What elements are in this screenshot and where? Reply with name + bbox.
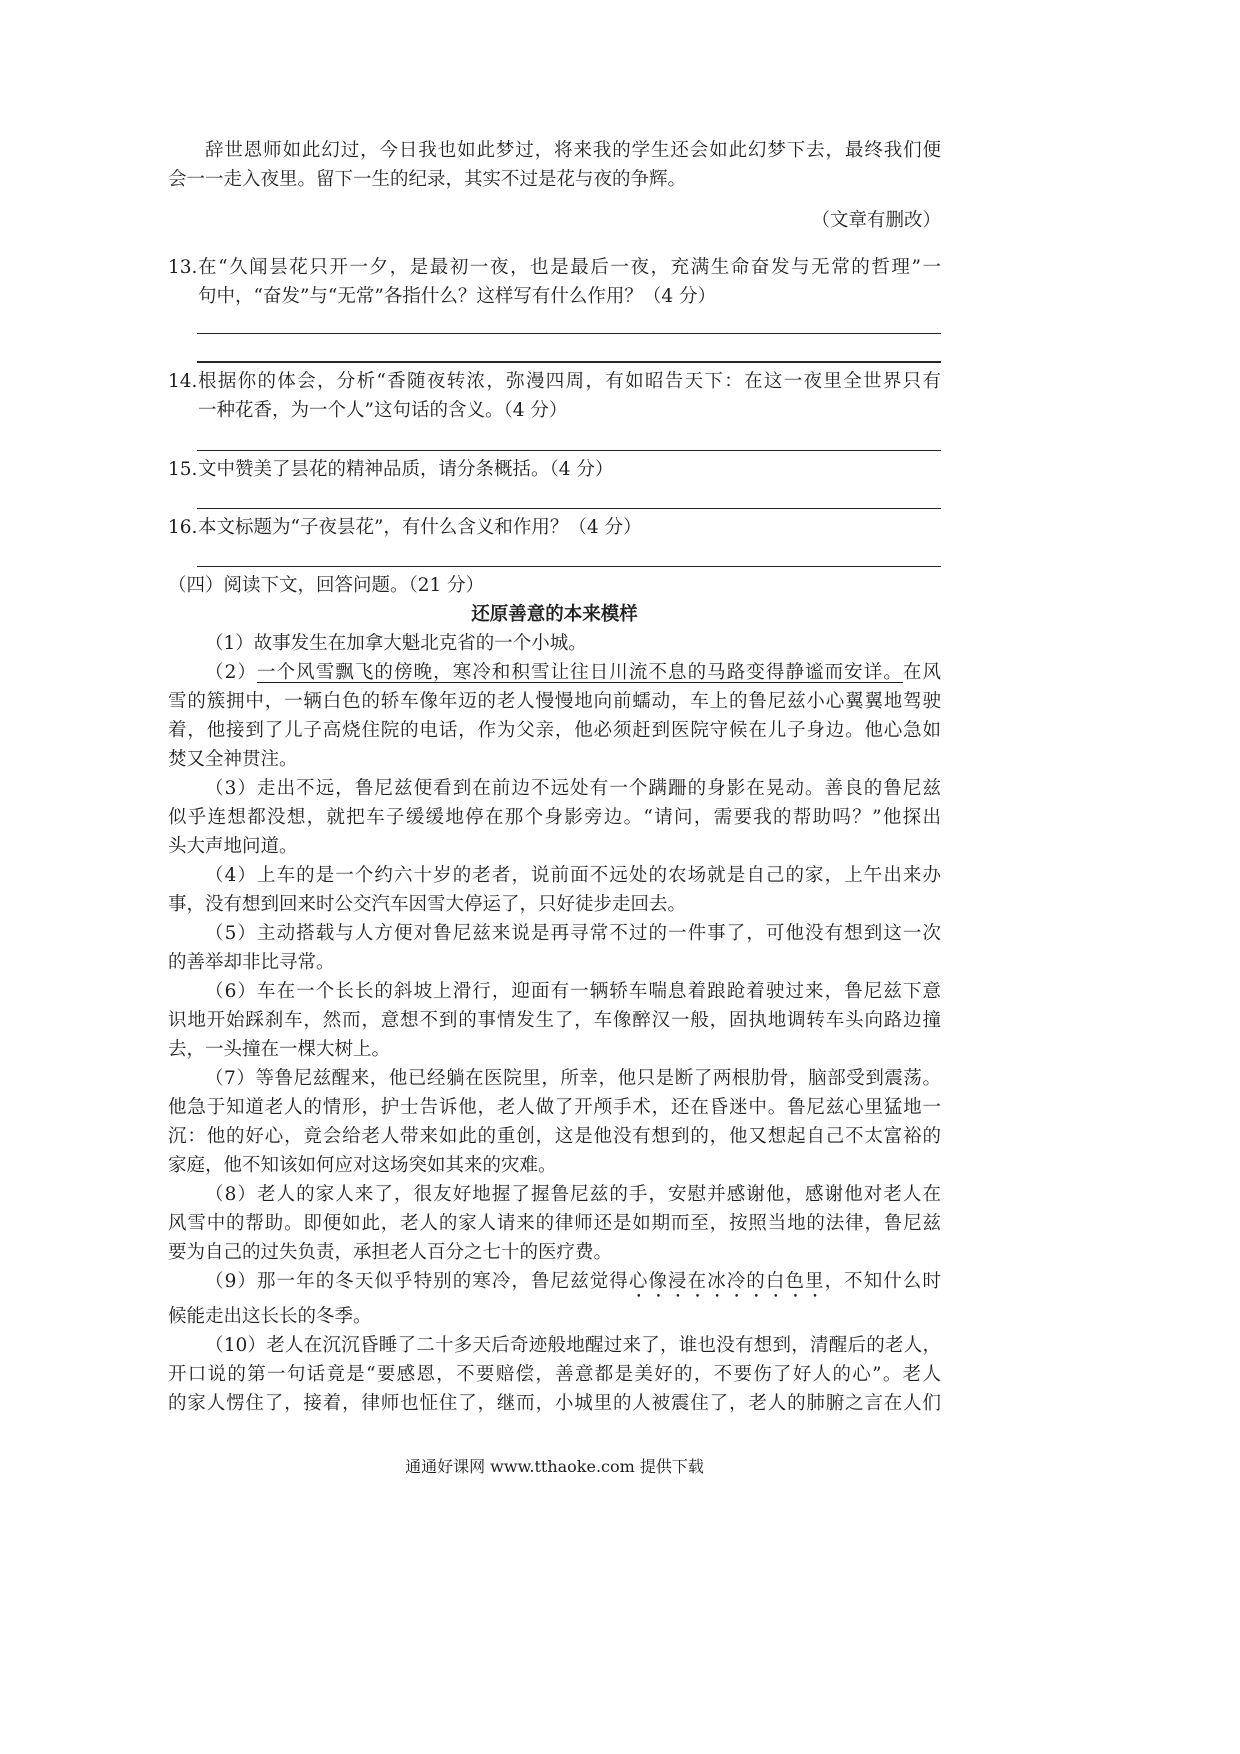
question-text-line: 根据你的体会，分析“香随夜转浓，弥漫四周，有如昭告天下：在这一夜里全世界只有 <box>198 371 941 392</box>
question-text-line: 文中赞美了昙花的精神品质，请分条概括。（4 分） <box>198 459 614 480</box>
article-paragraph-8 <box>168 1180 941 1267</box>
paragraph-line: （8）老人的家人来了，很友好地握了握鲁尼兹的手，安慰并感谢他，感谢他对老人在 <box>205 1184 941 1205</box>
line-text: ，不知什么时 <box>824 1271 941 1292</box>
article-title: 还原善意的本来模样 <box>471 604 638 625</box>
paragraph-line: 候能走出这长长的冬季。 <box>168 1306 372 1327</box>
answer-line <box>197 333 941 334</box>
question-text <box>198 455 941 484</box>
paragraph-line <box>168 658 941 687</box>
paragraph-line: 识地开始踩刹车，然而，意想不到的事情发生了，车像醉汉一般，固执地调转车头向路边撞 <box>168 1010 941 1031</box>
article-paragraph-2 <box>168 658 941 774</box>
question-text <box>198 253 941 311</box>
article-paragraph-10 <box>168 1331 941 1418</box>
article-paragraph-3 <box>168 774 941 861</box>
question-13 <box>168 253 941 311</box>
passage-line: 辞世恩师如此幻过，今日我也如此梦过，将来我的学生还会如此幻梦下去，最终我们便 <box>205 140 941 161</box>
article-paragraph-5 <box>168 919 941 977</box>
paragraph-line: 的善举却非比寻常。 <box>168 952 335 973</box>
article-body <box>168 629 941 1418</box>
paragraph-line <box>168 1267 941 1302</box>
line-text: 在风 <box>902 662 941 683</box>
passage-ending-paragraph <box>168 136 941 194</box>
question-number: 15. <box>168 459 198 480</box>
question-text-line: 本文标题为“子夜昙花”，有什么含义和作用？（4 分） <box>198 517 642 538</box>
footer-download-notice: 通通好课网 www.tthaoke.com 提供下载 <box>405 1457 704 1476</box>
paragraph-line: （5）主动搭载与人方便对鲁尼兹来说是再寻常不过的一件事了，可他没有想到这一次 <box>205 923 941 944</box>
question-text <box>198 513 941 542</box>
underlined-sentence: 一个风雪飘飞的傍晚，寒冷和积雪让往日川流不息的马路变得静谧而安详。 <box>257 662 903 683</box>
paragraph-line: （1）故事发生在加拿大魁北克省的一个小城。 <box>205 633 587 654</box>
question-15 <box>168 455 941 484</box>
passage-line: 会一一走入夜里。留下一生的纪录，其实不过是花与夜的争辉。 <box>168 169 687 190</box>
paragraph-line: 要为自己的过失负责，承担老人百分之七十的医疗费。 <box>168 1242 613 1263</box>
article-paragraph-4 <box>168 861 941 919</box>
paragraph-line: 头大声地问道。 <box>168 836 298 857</box>
article-paragraph-1 <box>168 629 941 658</box>
answer-line <box>197 450 941 451</box>
emphasized-phrase: 心像浸在冰冷的白色里 <box>628 1271 825 1292</box>
paragraph-line: （7）等鲁尼兹醒来，他已经躺在医院里，所幸，他只是断了两根肋骨，脑部受到震荡。 <box>205 1068 941 1089</box>
section-four-heading: （四）阅读下文，回答问题。（21 分） <box>168 575 485 596</box>
paragraph-line: 的家人愣住了，接着，律师也怔住了，继而，小城里的人被震住了，老人的肺腑之言在人们 <box>168 1393 941 1414</box>
source-note: （文章有删改） <box>811 210 941 231</box>
paragraph-line: 着，他接到了儿子高烧住院的电话，作为父亲，他必须赶到医院守候在儿子身边。他心急如 <box>168 720 941 741</box>
article-paragraph-7 <box>168 1064 941 1180</box>
question-16 <box>168 513 941 542</box>
question-text-line: 句中，“奋发”与“无常”各指什么？这样写有什么作用？（4 分） <box>198 286 716 307</box>
paragraph-line: 开口说的第一句话竟是“要感恩，不要赔偿，善意都是美好的，不要伤了好人的心”。老人 <box>168 1364 941 1385</box>
paragraph-line: 似乎连想都没想，就把车子缓缓地停在那个身影旁边。“请问，需要我的帮助吗？”他探出 <box>168 807 941 828</box>
answer-line <box>197 508 941 509</box>
question-14 <box>168 367 941 425</box>
question-number: 16. <box>168 517 198 538</box>
answer-line <box>197 361 941 363</box>
paragraph-line: 事，没有想到回来时公交汽车因雪大停运了，只好徒步走回去。 <box>168 894 687 915</box>
paragraph-line: 去，一头撞在一棵大树上。 <box>168 1039 391 1060</box>
paragraph-number: （2） <box>205 662 257 683</box>
question-number: 13. <box>168 257 198 278</box>
question-text-line: 一种花香，为一个人”这句话的含义。（4 分） <box>198 400 568 421</box>
question-text <box>198 367 941 425</box>
answer-line <box>197 566 941 567</box>
paragraph-line: （6）车在一个长长的斜坡上滑行，迎面有一辆轿车喘息着踉跄着驶过来，鲁尼兹下意 <box>205 981 941 1002</box>
article-paragraph-9 <box>168 1267 941 1331</box>
article-paragraph-6 <box>168 977 941 1064</box>
paragraph-line: （4）上车的是一个约六十岁的老者，说前面不远处的农场就是自己的家，上午出来办 <box>205 865 941 886</box>
paragraph-line: （3）走出不远，鲁尼兹便看到在前边不远处有一个蹒跚的身影在晃动。善良的鲁尼兹 <box>205 778 941 799</box>
paragraph-line: （10）老人在沉沉昏睡了二十多天后奇迹般地醒过来了，谁也没有想到，清醒后的老人， <box>205 1335 941 1356</box>
paragraph-line: 家庭，他不知该如何应对这场突如其来的灾难。 <box>168 1155 557 1176</box>
question-text-line: 在“久闻昙花只开一夕，是最初一夜，也是最后一夜，充满生命奋发与无常的哲理”一 <box>198 257 941 278</box>
paragraph-line: 沉：他的好心，竟会给老人带来如此的重创，这是他没有想到的，他又想起自己不太富裕的 <box>168 1126 941 1147</box>
paragraph-line: 他急于知道老人的情形，护士告诉他，老人做了开颅手术，还在昏迷中。鲁尼兹心里猛地一 <box>168 1097 941 1118</box>
paragraph-line: 焚又全神贯注。 <box>168 749 298 770</box>
paragraph-line: 风雪中的帮助。即便如此，老人的家人请来的律师还是如期而至，按照当地的法律，鲁尼兹 <box>168 1213 941 1234</box>
line-text: （9）那一年的冬天似乎特别的寒冷，鲁尼兹觉得 <box>205 1271 629 1292</box>
paragraph-line: 雪的簇拥中，一辆白色的轿车像年迈的老人慢慢地向前蠕动，车上的鲁尼兹小心翼翼地驾驶 <box>168 691 941 712</box>
question-number: 14. <box>168 371 198 392</box>
